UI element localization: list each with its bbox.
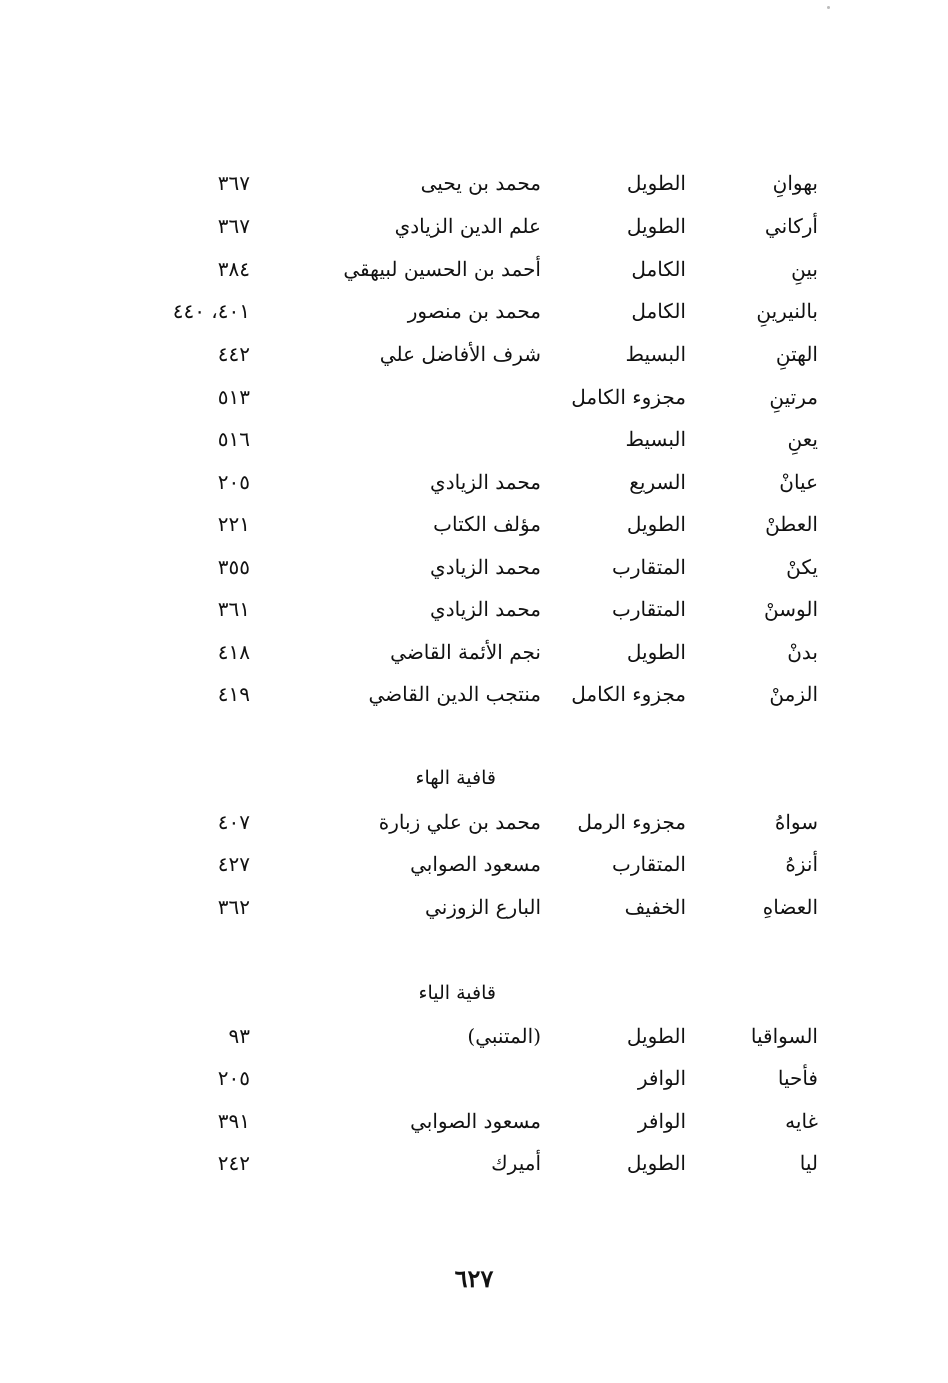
rhyme-word: غايه [785, 1109, 818, 1133]
meter-name: الخفيف [624, 895, 686, 919]
table-row [0, 384, 948, 424]
meter-name: مجزوء الرمل [577, 810, 686, 834]
page-ref: ٥١٦ [217, 427, 250, 451]
page-ref: ٣٩١ [217, 1109, 250, 1133]
section-heading: قافية الياء [418, 982, 496, 1004]
table-row [0, 1023, 948, 1063]
rhyme-word: سواهُ [774, 810, 818, 834]
rhyme-word: العضاهِ [762, 895, 818, 919]
meter-name: مجزوء الكامل [571, 682, 686, 706]
rhyme-word: أركاني [764, 214, 818, 238]
page-ref: ٤١٨ [217, 640, 250, 664]
page-ref: ٤٠٧ [217, 810, 250, 834]
rhyme-word: يعنِ [787, 427, 818, 451]
meter-name: الطويل [626, 640, 686, 664]
scan-speck [827, 6, 830, 9]
poet-name: مؤلف الكتاب [433, 512, 541, 536]
meter-name: الطويل [626, 1151, 686, 1175]
table-row [0, 511, 948, 551]
page-ref: ٢٠٥ [217, 1066, 250, 1090]
poet-name: محمد الزيادي [430, 470, 541, 494]
page-ref: ٣٥٥ [217, 555, 250, 579]
meter-name: الوافر [637, 1109, 686, 1133]
rhyme-word: العطنْ [765, 512, 818, 536]
page-ref: ٤٠١، ٤٤٠ [172, 299, 250, 323]
rhyme-word: بينِ [791, 257, 818, 281]
table-row [0, 681, 948, 721]
page-ref: ٤١٩ [217, 682, 250, 706]
poet-name: محمد بن يحيى [420, 171, 541, 195]
rhyme-word: عيانْ [779, 470, 818, 494]
poet-name: شرف الأفاضل علي [379, 342, 541, 366]
poet-name: نجم الأئمة القاضي [390, 640, 541, 664]
page-ref: ٤٢٧ [217, 852, 250, 876]
rhyme-word: الوسنْ [764, 597, 818, 621]
meter-name: البسيط [625, 427, 686, 451]
poet-name: محمد الزيادي [430, 555, 541, 579]
table-row [0, 256, 948, 296]
table-row [0, 341, 948, 381]
meter-name: الطويل [626, 1024, 686, 1048]
rhyme-word: يكنْ [786, 555, 818, 579]
meter-name: الكامل [631, 257, 686, 281]
poet-name: منتجب الدين القاضي [368, 682, 541, 706]
rhyme-word: فأحيا [777, 1066, 818, 1090]
table-row [0, 596, 948, 636]
rhyme-word: بهوانِ [772, 171, 818, 195]
poet-name: محمد بن منصور [407, 299, 541, 323]
rhyme-word: الهتنِ [775, 342, 818, 366]
page-ref: ٩٣ [228, 1024, 250, 1048]
rhyme-word: ليا [799, 1151, 818, 1175]
page-ref: ٣٦١ [217, 597, 250, 621]
page-ref: ٢٠٥ [217, 470, 250, 494]
rhyme-word: السواقيا [750, 1024, 818, 1048]
rhyme-word: بالنيرينِ [756, 299, 818, 323]
page-ref: ٣٦٧ [217, 171, 250, 195]
page-ref: ٣٦٢ [217, 895, 250, 919]
poet-name: مسعود الصوابي [410, 1109, 541, 1133]
table-row [0, 1150, 948, 1190]
table-row [0, 639, 948, 679]
meter-name: مجزوء الكامل [571, 385, 686, 409]
poet-name: محمد بن علي زبارة [378, 810, 541, 834]
table-row [0, 554, 948, 594]
meter-name: الطويل [626, 171, 686, 195]
page-ref: ٥١٣ [217, 385, 250, 409]
meter-name: المتقارب [612, 555, 686, 579]
rhyme-word: مرتينِ [769, 385, 818, 409]
poet-name: (المتنبي) [467, 1024, 541, 1048]
meter-name: البسيط [625, 342, 686, 366]
page-ref: ٣٦٧ [217, 214, 250, 238]
poet-name: مسعود الصوابي [410, 852, 541, 876]
table-row [0, 170, 948, 210]
rhyme-word: بدنْ [787, 640, 818, 664]
table-row [0, 809, 948, 849]
poet-name: علم الدين الزيادي [394, 214, 541, 238]
meter-name: السريع [629, 470, 686, 494]
poet-name: أميرك [491, 1151, 541, 1175]
section-heading: قافية الهاء [415, 767, 496, 789]
meter-name: المتقارب [612, 597, 686, 621]
page-ref: ٤٤٢ [217, 342, 250, 366]
table-row [0, 298, 948, 338]
meter-name: الطويل [626, 214, 686, 238]
page-number: ٦٢٧ [454, 1264, 494, 1293]
table-row [0, 1108, 948, 1148]
table-row [0, 213, 948, 253]
table-row [0, 469, 948, 509]
table-row [0, 426, 948, 466]
page-ref: ٢٤٢ [217, 1151, 250, 1175]
meter-name: الطويل [626, 512, 686, 536]
meter-name: الوافر [637, 1066, 686, 1090]
page-ref: ٢٢١ [217, 512, 250, 536]
table-row [0, 894, 948, 934]
poet-name: البارع الزوزني [425, 895, 541, 919]
rhyme-word: أنزهُ [785, 852, 818, 876]
meter-name: الكامل [631, 299, 686, 323]
table-row [0, 851, 948, 891]
rhyme-word: الزمنْ [769, 682, 818, 706]
poet-name: محمد الزيادي [430, 597, 541, 621]
poet-name: أحمد بن الحسين لبيهقي [343, 257, 541, 281]
table-row [0, 1065, 948, 1105]
page-ref: ٣٨٤ [217, 257, 250, 281]
meter-name: المتقارب [612, 852, 686, 876]
